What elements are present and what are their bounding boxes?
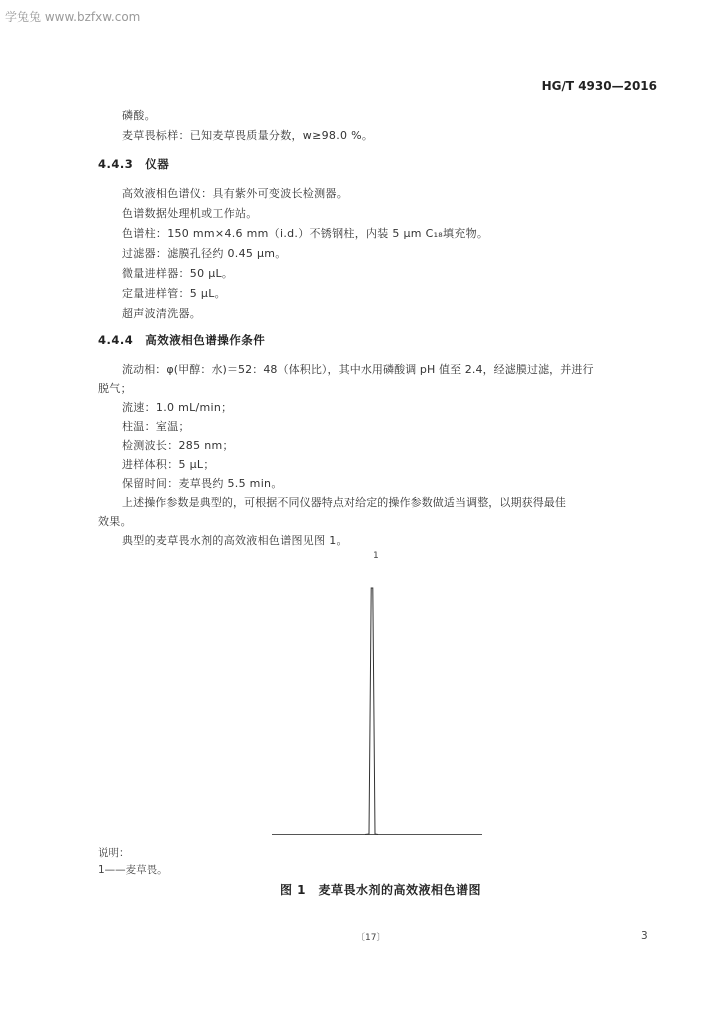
standard-code: HG/T 4930—2016 [541, 79, 657, 93]
instrument-item: 超声波清洗器。 [122, 307, 202, 320]
body-line: 麦草畏标样：已知麦草畏质量分数，w≥98.0 %。 [122, 129, 374, 142]
chromatogram-peak [365, 588, 378, 835]
condition-line: 脱气； [98, 382, 132, 395]
condition-line: 上述操作参数是典型的，可根据不同仪器特点对给定的操作参数做适当调整，以期获得最佳 [122, 496, 566, 509]
body-line: 磷酸。 [122, 109, 156, 122]
condition-line: 保留时间：麦草畏约 5.5 min。 [122, 477, 283, 490]
condition-line: 检测波长：285 nm； [122, 439, 234, 452]
section-heading-4-4-4: 4.4.4 高效液相色谱操作条件 [98, 333, 266, 347]
condition-line: 柱温：室温； [122, 420, 190, 433]
condition-line: 流动相：φ(甲醇：水)＝52：48（体积比），其中水用磷酸调 pH 值至 2.4，经滤膜过滤，并进行 [122, 363, 594, 376]
footer-code: 〔17〕 [356, 933, 386, 943]
instrument-item: 色谱数据处理机或工作站。 [122, 207, 258, 220]
figure-legend-item: 1——麦草畏。 [98, 864, 168, 876]
condition-line: 效果。 [98, 515, 132, 528]
instrument-item: 色谱柱：150 mm×4.6 mm（i.d.）不锈钢柱，内装 5 μm C₁₈填充物。 [122, 227, 489, 240]
watermark: 学兔兔 www.bzfxw.com [5, 10, 141, 24]
figure-caption: 图 1 麦草畏水剂的高效液相色谱图 [280, 883, 482, 897]
figure-legend-title: 说明： [98, 847, 130, 859]
instrument-item: 微量进样器：50 μL。 [122, 267, 234, 280]
condition-line: 进样体积：5 μL； [122, 458, 215, 471]
instrument-item: 过滤器：滤膜孔径约 0.45 μm。 [122, 247, 287, 260]
instrument-item: 定量进样管：5 μL。 [122, 287, 226, 300]
instrument-item: 高效液相色谱仪：具有紫外可变波长检测器。 [122, 187, 348, 200]
section-heading-4-4-3: 4.4.3 仪器 [98, 157, 170, 171]
peak-label: 1 [373, 551, 379, 561]
condition-line: 典型的麦草畏水剂的高效液相色谱图见图 1。 [122, 534, 348, 547]
chromatogram-figure [272, 548, 482, 848]
condition-line: 流速：1.0 mL/min； [122, 401, 233, 414]
page-number: 3 [641, 930, 648, 942]
